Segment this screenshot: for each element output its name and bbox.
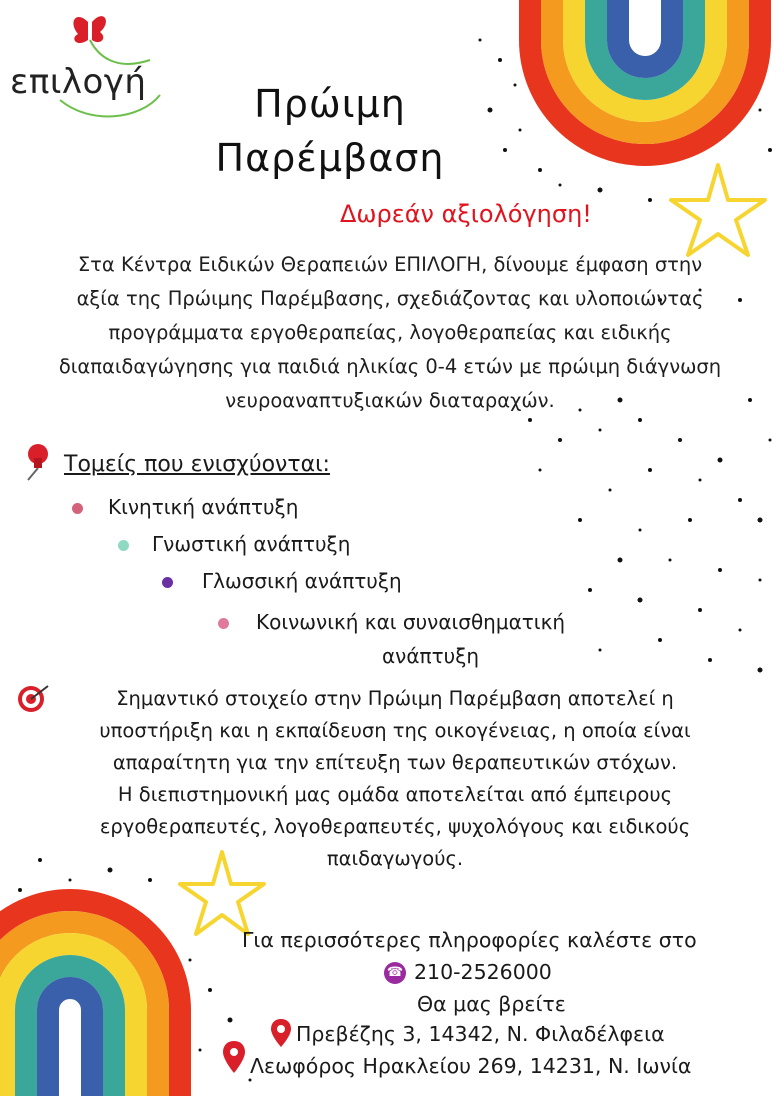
bullet-dot xyxy=(72,503,83,514)
family-line: Η διεπιστημονική μας ομάδα αποτελείται από έμπειρους xyxy=(117,783,673,806)
family-line: παιδαγωγούς. xyxy=(326,847,464,870)
intro-line: νευροαναπτυξιακών διαταραχών. xyxy=(225,389,555,412)
family-line: εργοθεραπευτές, λογοθεραπευτές, ψυχολόγους και ειδικούς xyxy=(99,815,691,838)
address-1: Πρεβέζης 3, 14342, Ν. Φιλαδέλφεια xyxy=(296,1022,665,1046)
address-2: Λεωφόρος Ηρακλείου 269, 14231, Ν. Ιωνία xyxy=(250,1054,692,1078)
brand-logo: επιλογή xyxy=(10,62,147,102)
intro-paragraph xyxy=(8,248,772,418)
intro-line: αξία της Πρώιμης Παρέμβασης, σχεδιάζοντας και υλοποιώντας xyxy=(76,287,704,310)
find-us-label: Θα μας βρείτε xyxy=(417,992,566,1016)
free-assessment-label: Δωρεάν αξιολόγηση! xyxy=(340,200,592,228)
location-pin-icon xyxy=(222,1040,246,1074)
phone-number[interactable]: 210-2526000 xyxy=(414,960,552,984)
pushpin-icon xyxy=(20,442,54,482)
page-title-line2: Παρέμβαση xyxy=(215,136,445,180)
family-line: απαραίτητη για την επίτευξη των θεραπευτικών στόχων. xyxy=(112,751,678,774)
bullet-dot xyxy=(118,540,129,551)
area-item-social: Κοινωνική και συναισθηματική xyxy=(256,610,566,634)
star-icon xyxy=(671,165,765,255)
family-line: υποστήριξη και η εκπαίδευση της οικογένειας, η οποία είναι xyxy=(99,719,691,742)
call-info-text: Για περισσότερες πληροφορίες καλέστε στο xyxy=(242,928,697,952)
family-paragraph xyxy=(20,683,770,875)
intro-line: διαπαιδαγώγησης για παιδιά ηλικίας 0-4 ετών με πρώιμη διάγνωση xyxy=(58,355,722,378)
location-pin-icon xyxy=(270,1018,292,1048)
area-item-language: Γλωσσική ανάπτυξη xyxy=(202,569,402,593)
phone-icon: ☎ xyxy=(384,962,406,984)
intro-line: Στα Κέντρα Ειδικών Θεραπειών ΕΠΙΛΟΓΗ, δίνουμε έμφαση στην xyxy=(77,253,703,276)
rainbow-top-right xyxy=(530,0,760,155)
bullet-dot xyxy=(218,618,229,629)
intro-line: προγράμματα εργοθεραπείας, λογοθεραπείας και ειδικής xyxy=(108,321,672,344)
area-item-cognitive: Γνωστική ανάπτυξη xyxy=(152,532,351,556)
areas-heading: Τομείς που ενισχύονται: xyxy=(64,452,330,477)
page-title-line1: Πρώιμη xyxy=(254,82,406,126)
rainbow-bottom-left xyxy=(0,900,180,1096)
area-item-motor: Κινητική ανάπτυξη xyxy=(108,495,299,519)
bullet-dot xyxy=(162,577,173,588)
family-line: Σημαντικό στοιχείο στην Πρώιμη Παρέμβαση αποτελεί η xyxy=(116,687,674,710)
area-item-social-cont: ανάπτυξη xyxy=(382,644,480,668)
